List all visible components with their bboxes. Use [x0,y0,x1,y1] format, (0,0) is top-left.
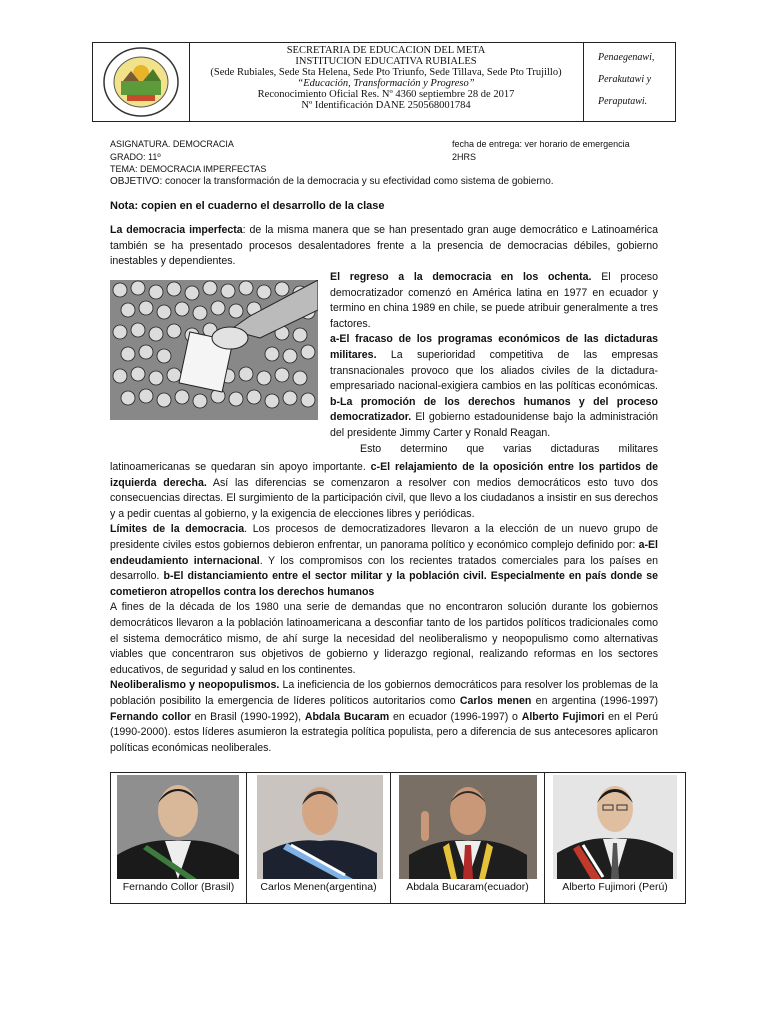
crowd-voting-illustration [110,280,318,420]
right-column-text [330,270,658,457]
limites-a: a-El endeudamiento internacional [110,538,658,567]
photo-cell-bucaram [391,773,545,903]
esto-determino: Esto determino que varias dictaduras militares [360,442,658,455]
institution-name: INSTITUCION EDUCATIVA RUBIALES [295,56,477,67]
presidents-photo-table [110,772,686,904]
photo-cell-collor [111,773,247,903]
regreso-heading: El regreso a la democracia en los ochenta. [330,271,592,283]
dane-id: Nº Identificación DANE 250568001784 [301,100,471,111]
photo-cell-fujimori [545,773,685,903]
caption-fujimori: Alberto Fujimori (Perú) [562,881,668,893]
grado: GRADO: 11º [110,152,161,162]
neo-text-5: en el Perú (1990-2000). estos líderes asumieron la estrategia política populista, pero a diferencia de sus antecesores aplicaron políticas económicas neoliberales. [110,710,658,754]
tema: TEMA: DEMOCRACIA IMPERFECTAS [110,164,267,174]
institution-header [92,42,676,122]
school-crest-logo [101,45,181,119]
bucaram-name: Abdala Bucaram [304,710,390,723]
factor-c-lead: latinoamericanas se quedaran sin apoyo importante. [110,461,366,473]
caption-collor: Fernando Collor (Brasil) [122,881,235,893]
factor-c-text: Así las diferencias se comenzaron a resolver con medios democráticos esto tuvo dos consecuencias directas. El surgimiento de la participación civil, que llevo a los ciudadanos a insistir en sus derechos y a pedir cuentas al gobierno, y la exigencia de elecciones libres y periódicas. [110,476,658,520]
paragraph-1980: A fines de la década de los 1980 una serie de demandas que no encontraron solución durante los gobiernos democráticos llevaron a la población latinoamericana a desconfiar tanto de los partidos políticos tradicionales como el sistema democrático mismo, de ahí surge la necesidad del neoliberalismo y neopopulismo como alternativas viables que concentraron sus objetivos de gobierno y liderazgo regional, realizando reformas en los sectores educativos, de seguridad y salud en los continentes. [110,601,658,676]
bucaram-portrait [399,775,537,879]
native-word-3: Peraputawi. [598,96,648,107]
neo-text-4: en ecuador (1996-1997) o [389,710,522,723]
limites-mid: . Y los compromisos con los recientes tratados comerciales para los países en desarrollo. [110,554,658,583]
logo-cell [93,43,190,121]
native-word-2: Perakutawi y [598,74,652,85]
regreso-text: El proceso democratizador comenzó en América latina en 1977 en ecuador y termino en china 1989 en chile, se puede atribuir generalmente a tres factores. [330,271,658,330]
photo-cell-menen [247,773,391,903]
fujimori-name: Alberto Fujimori [521,710,605,723]
factor-b-text: El gobierno estadounidense bajo la administración del presidente Jimmy Carter y Ronald Reagan. [330,411,658,439]
neo-text-1: La ineficiencia de los gobiernos democráticos para resolver los problemas de la población posibilito la emergencia de líderes políticos autoritarios como [110,679,658,707]
menen-portrait [257,775,383,879]
factor-c-heading: c-El relajamiento de la oposición entre los partidos de izquierda derecha. [110,461,658,489]
caption-menen: Carlos Menen(argentina) [260,881,377,893]
sedes-list: (Sede Rubiales, Sede Sta Helena, Sede Pto Triunfo, Sede Tillava, Sede Pto Trujillo) [210,67,562,78]
intro-paragraph [110,223,658,270]
collor-portrait [117,775,239,879]
limites-text: . Los procesos de democratizadores llevaron a la elección de un nuevo grupo de presidente civiles estos gobiernos debieron enfrentar, un panorama político y económico complejo definido por: [110,523,658,551]
header-text-block [189,43,583,121]
neoliberalismo-heading: Neoliberalismo y neopopulismos. [110,679,280,692]
menen-name: Carlos menen [459,694,532,707]
factor-a-text: La superioridad competitiva de las empresas transnacionales provoco que los aliados civiles de la dictadura-empresariado nacional-exigiera cambios en las políticas económicas. [330,348,658,393]
horas: 2HRS [452,152,477,162]
caption-bucaram: Abdala Bucaram(ecuador) [406,881,529,893]
official-recognition: Reconocimiento Oficial Res. Nº 4360 septiembre 28 de 2017 [257,89,515,100]
secretaria-title: SECRETARIA DE EDUCACION DEL META [286,45,486,56]
factor-a-heading: a-El fracaso de los programas económicos de las dictaduras militares. [330,333,658,361]
native-word-1: Penaegenawi, [598,52,655,63]
motto: “Educación, Transformación y Progreso” [297,78,475,89]
intro-bold: La democracia imperfecta [110,224,243,236]
note-heading: Nota: copien en el cuaderno el desarrollo de la clase [110,200,385,212]
intro-text: : de la misma manera que se han presentado gran auge democrático e Latinoamérica también se ha presentado procesos desalentadores frente a la presencia de democracias débiles, gobierno inestables y dependientes. [110,224,658,268]
fujimori-portrait [553,775,677,879]
objetivo-label: OBJETIVO: [110,176,163,187]
factor-b-heading: b-La promoción de los derechos humanos y del proceso democratizador. [330,395,658,424]
fecha-entrega: fecha de entrega: ver horario de emergencia [452,139,630,149]
limites-heading: Límites de la democracia [110,523,245,536]
main-body [110,460,658,756]
asignatura: ASIGNATURA. DEMOCRACIA [110,139,234,149]
limites-b: b-El distanciamiento entre el sector militar y la población civil. Especialmente en país donde se cometieron atropellos contra los derechos humanos [110,570,659,598]
neo-text-3: en Brasil (1990-1992), [190,710,305,723]
collor-name: Fernando collor [110,710,191,723]
neo-text-2: en argentina (1996-1997) [531,694,659,707]
objetivo-text: conocer la transformación de la democracia y su efectividad como sistema de gobierno. [165,176,554,187]
native-words [583,43,675,121]
objetivo [110,176,554,187]
